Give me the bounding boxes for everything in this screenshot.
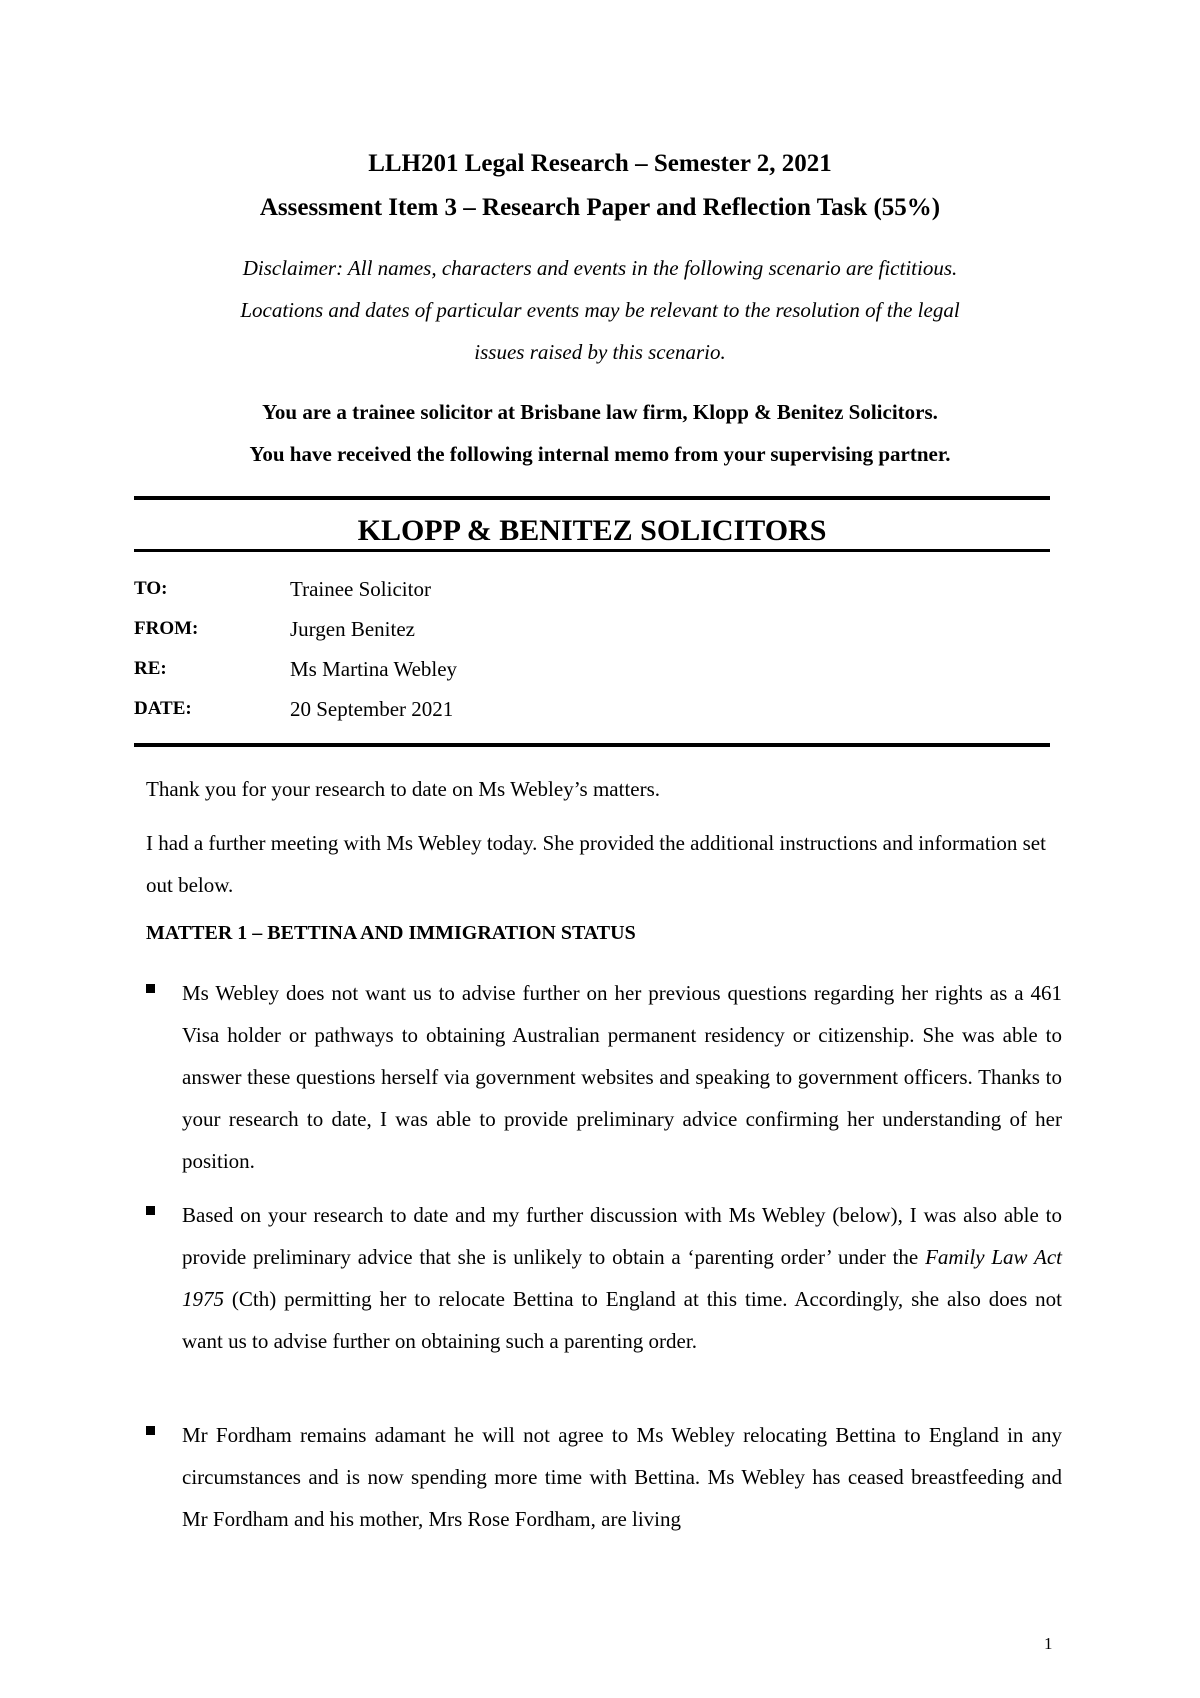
memo-to-value: Trainee Solicitor [290,577,431,601]
memo-date-label: DATE: [134,698,192,719]
disclaimer-line: issues raised by this scenario. [474,340,726,364]
memo-bottom-rule [134,743,1050,747]
bullet-text-segment: (Cth) permitting her to relocate Bettina to England at this time. Accordingly, she also does not want us to advise further on obtaining such a parenting order. [182,1287,1062,1353]
firm-name: KLOPP & BENITEZ SOLICITORS [357,514,827,547]
body-paragraph: Thank you for your research to date on Ms Webley’s matters. [146,777,661,801]
memo-date-value: 20 September 2021 [290,697,454,721]
square-bullet-icon [146,984,155,993]
square-bullet-icon [146,1206,155,1215]
square-bullet-icon [146,1426,155,1435]
bullet-text: Ms Webley does not want us to advise further on her previous questions regarding her rights as a 461 Visa holder or pathways to obtaining Australian permanent residency or citizenship. She was able to answer these questions herself via government websites and speaking to government officers. Thanks to your research to date, I was able to provide preliminary advice confirming her understanding of her position. [182,981,1062,1173]
memo-re-value: Ms Martina Webley [290,657,458,681]
page-number: 1 [1044,1634,1053,1653]
memo-re-label: RE: [134,658,167,679]
memo-header-rule [134,549,1050,552]
document-subtitle: Assessment Item 3 – Research Paper and Reflection Task (55%) [259,194,941,221]
bullet-text [182,1194,1062,1362]
memo-from-value: Jurgen Benitez [290,617,415,641]
memo-from-label: FROM: [134,618,199,639]
bullet-text-segment: Based on your research to date and my further discussion with Ms Webley (below), I was also able to provide preliminary advice that she is unlikely to obtain a ‘parenting order’ under the [182,1203,1062,1269]
intro-line: You have received the following internal memo from your supervising partner. [249,442,951,466]
matter-heading: MATTER 1 – BETTINA AND IMMIGRATION STATUS [146,922,636,944]
memo-top-rule [134,496,1050,500]
disclaimer-line: Disclaimer: All names, characters and events in the following scenario are fictitious. [242,256,958,280]
body-paragraph: I had a further meeting with Ms Webley today. She provided the additional instructions and information set out below. [146,831,1046,897]
intro-line: You are a trainee solicitor at Brisbane law firm, Klopp & Benitez Solicitors. [262,400,938,424]
statute-name: Family Law Act 1975 [182,1245,1062,1311]
disclaimer-line: Locations and dates of particular events may be relevant to the resolution of the legal [240,298,960,322]
bullet-text: Mr Fordham remains adamant he will not agree to Ms Webley relocating Bettina to England in any circumstances and is now spending more time with Bettina. Ms Webley has ceased breastfeeding and Mr Fordham and his mother, Mrs Rose Fordham, are living [182,1423,1062,1531]
document-title: LLH201 Legal Research – Semester 2, 2021 [368,150,832,177]
memo-to-label: TO: [134,578,168,599]
